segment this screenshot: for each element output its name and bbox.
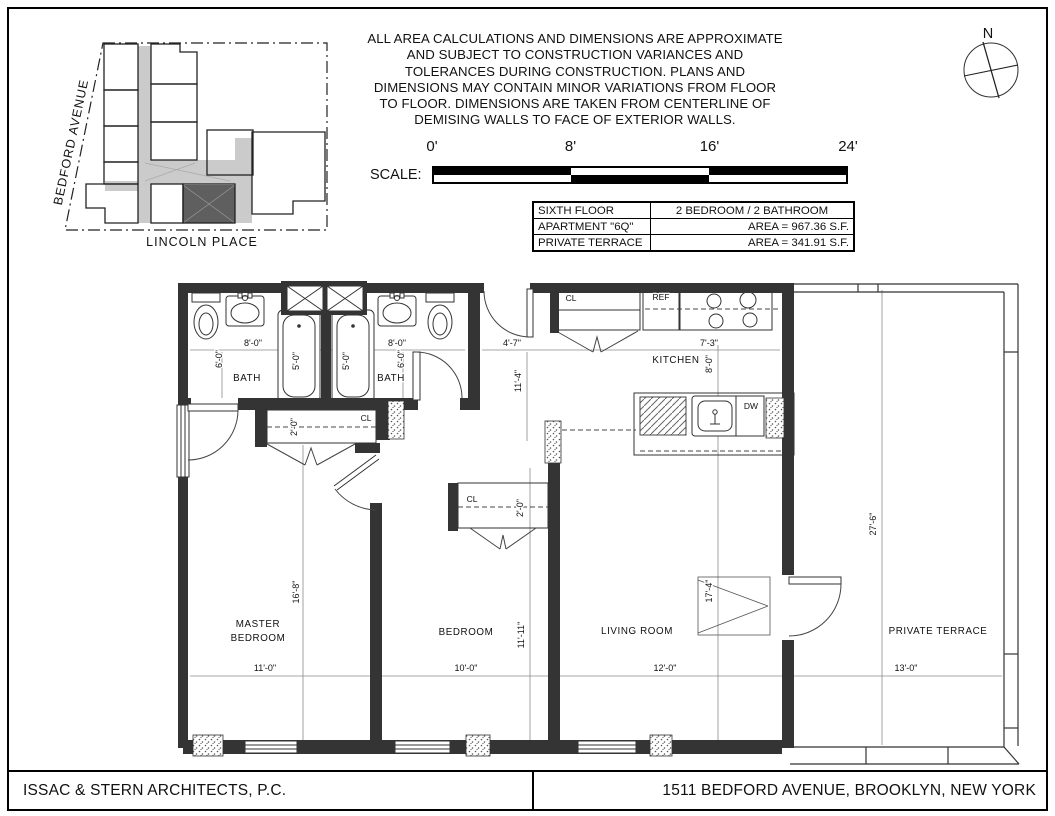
dim-bath-depth: 6'-0" bbox=[214, 350, 224, 368]
dim-bath-width: 8'-0" bbox=[244, 338, 262, 348]
bedroom-door bbox=[334, 455, 379, 510]
bathtub bbox=[332, 310, 374, 402]
architect-name bbox=[9, 772, 534, 809]
counter-hatch bbox=[640, 397, 686, 435]
dim-terrace-width: 13'-0" bbox=[894, 663, 918, 673]
closet-label: CL bbox=[360, 413, 372, 423]
toilet bbox=[192, 293, 220, 339]
disclaimer-line: ALL AREA CALCULATIONS AND DIMENSIONS ARE APPROXIMATE bbox=[367, 31, 783, 46]
street-label-lincoln: LINCOLN PLACE bbox=[146, 235, 258, 249]
room-label-kitchen: KITCHEN bbox=[652, 355, 700, 366]
terrace-area: AREA = 341.91 S.F. bbox=[651, 235, 855, 252]
dim-kitchen-width: 7'-3" bbox=[700, 338, 718, 348]
project-address-text: 1511 BEDFORD AVENUE, BROOKLYN, NEW YORK bbox=[662, 781, 1036, 799]
disclaimer-line: TOLERANCES DURING CONSTRUCTION. PLANS AND bbox=[404, 63, 746, 79]
window bbox=[395, 741, 450, 753]
floor-label: SIXTH FLOOR bbox=[533, 202, 651, 219]
dim-bedroom-length: 11'-11" bbox=[516, 621, 526, 649]
dim-kitchen-depth: 8'-0" bbox=[704, 355, 714, 373]
bedroom-closet bbox=[458, 483, 548, 549]
dim-hall-length: 11'-4" bbox=[513, 369, 523, 393]
terrace-railing bbox=[790, 284, 1019, 764]
disclaimer-line: DIMENSIONS MAY CONTAIN MINOR VARIATIONS FROM FLOOR bbox=[373, 79, 777, 95]
dishwasher-label: DW bbox=[743, 401, 759, 411]
dim-living-diag: 17'-4" bbox=[704, 579, 714, 603]
apartment-label: APARTMENT "6Q" bbox=[533, 219, 651, 235]
window bbox=[177, 405, 189, 477]
scale-label: SCALE: bbox=[370, 167, 422, 183]
windows bbox=[177, 405, 636, 753]
entry-door bbox=[484, 283, 533, 337]
unit-type: 2 BEDROOM / 2 BATHROOM bbox=[651, 202, 855, 219]
north-label: N bbox=[982, 26, 994, 42]
scale-tick: 24' bbox=[838, 138, 858, 155]
mechanical-shaft bbox=[281, 281, 367, 315]
dim-master-length: 16'-8" bbox=[291, 580, 301, 604]
apartment-area: AREA = 967.36 S.F. bbox=[651, 219, 855, 235]
terrace-label: PRIVATE TERRACE bbox=[533, 235, 651, 252]
dim-bath-width: 8'-0" bbox=[388, 338, 406, 348]
window bbox=[245, 741, 297, 753]
dim-foyer-width: 4'-7" bbox=[503, 338, 521, 348]
dim-bedroom-width: 10'-0" bbox=[454, 663, 478, 673]
room-label-bedroom: BEDROOM bbox=[438, 627, 494, 638]
closet-label: CL bbox=[466, 494, 478, 504]
room-label-master-bedroom: MASTER bbox=[235, 619, 281, 630]
room-label-private-terrace: PRIVATE TERRACE bbox=[888, 626, 988, 637]
dim-living-width: 12'-0" bbox=[653, 663, 677, 673]
sink bbox=[378, 293, 416, 326]
project-address bbox=[534, 772, 1046, 809]
refrigerator-label: REF bbox=[652, 292, 670, 302]
closet-label: CL bbox=[565, 293, 577, 303]
dim-tub: 5'-0" bbox=[341, 352, 351, 370]
architect-name-text: ISSAC & STERN ARCHITECTS, P.C. bbox=[23, 781, 287, 799]
bath-door bbox=[413, 352, 462, 400]
dim-master-width: 11'-0" bbox=[253, 663, 277, 673]
dim-tub: 5'-0" bbox=[291, 352, 301, 370]
room-label-master-bedroom: BEDROOM bbox=[230, 633, 286, 644]
room-label-bath: BATH bbox=[377, 373, 405, 384]
street-label-bedford: BEDFORD AVENUE bbox=[50, 77, 92, 207]
window bbox=[578, 741, 636, 753]
master-bedroom-door bbox=[188, 404, 238, 460]
room-label-living-room: LIVING ROOM bbox=[601, 626, 673, 637]
scale-tick: 0' bbox=[426, 138, 438, 155]
disclaimer-line: DEMISING WALLS TO FACE OF EXTERIOR WALLS. bbox=[414, 112, 736, 128]
dim-terrace-length: 27'-6" bbox=[868, 512, 878, 536]
walls bbox=[178, 283, 794, 754]
sink bbox=[226, 293, 264, 326]
disclaimer-line: TO FLOOR. DIMENSIONS ARE TAKEN FROM CENTERLINE OF bbox=[379, 96, 771, 112]
toilet bbox=[426, 293, 454, 339]
dim-bath-depth: 6'-0" bbox=[396, 350, 406, 368]
terrace-door bbox=[789, 577, 841, 636]
dim-closet-depth: 2'-0" bbox=[515, 499, 525, 517]
scale-tick: 8' bbox=[564, 138, 577, 155]
scale-tick: 16' bbox=[699, 138, 720, 155]
title-bar bbox=[7, 770, 1048, 811]
room-label-bath: BATH bbox=[233, 373, 261, 384]
dim-closet-depth: 2'-0" bbox=[289, 418, 299, 436]
disclaimer-line: AND SUBJECT TO CONSTRUCTION VARIANCES AND bbox=[406, 47, 744, 63]
